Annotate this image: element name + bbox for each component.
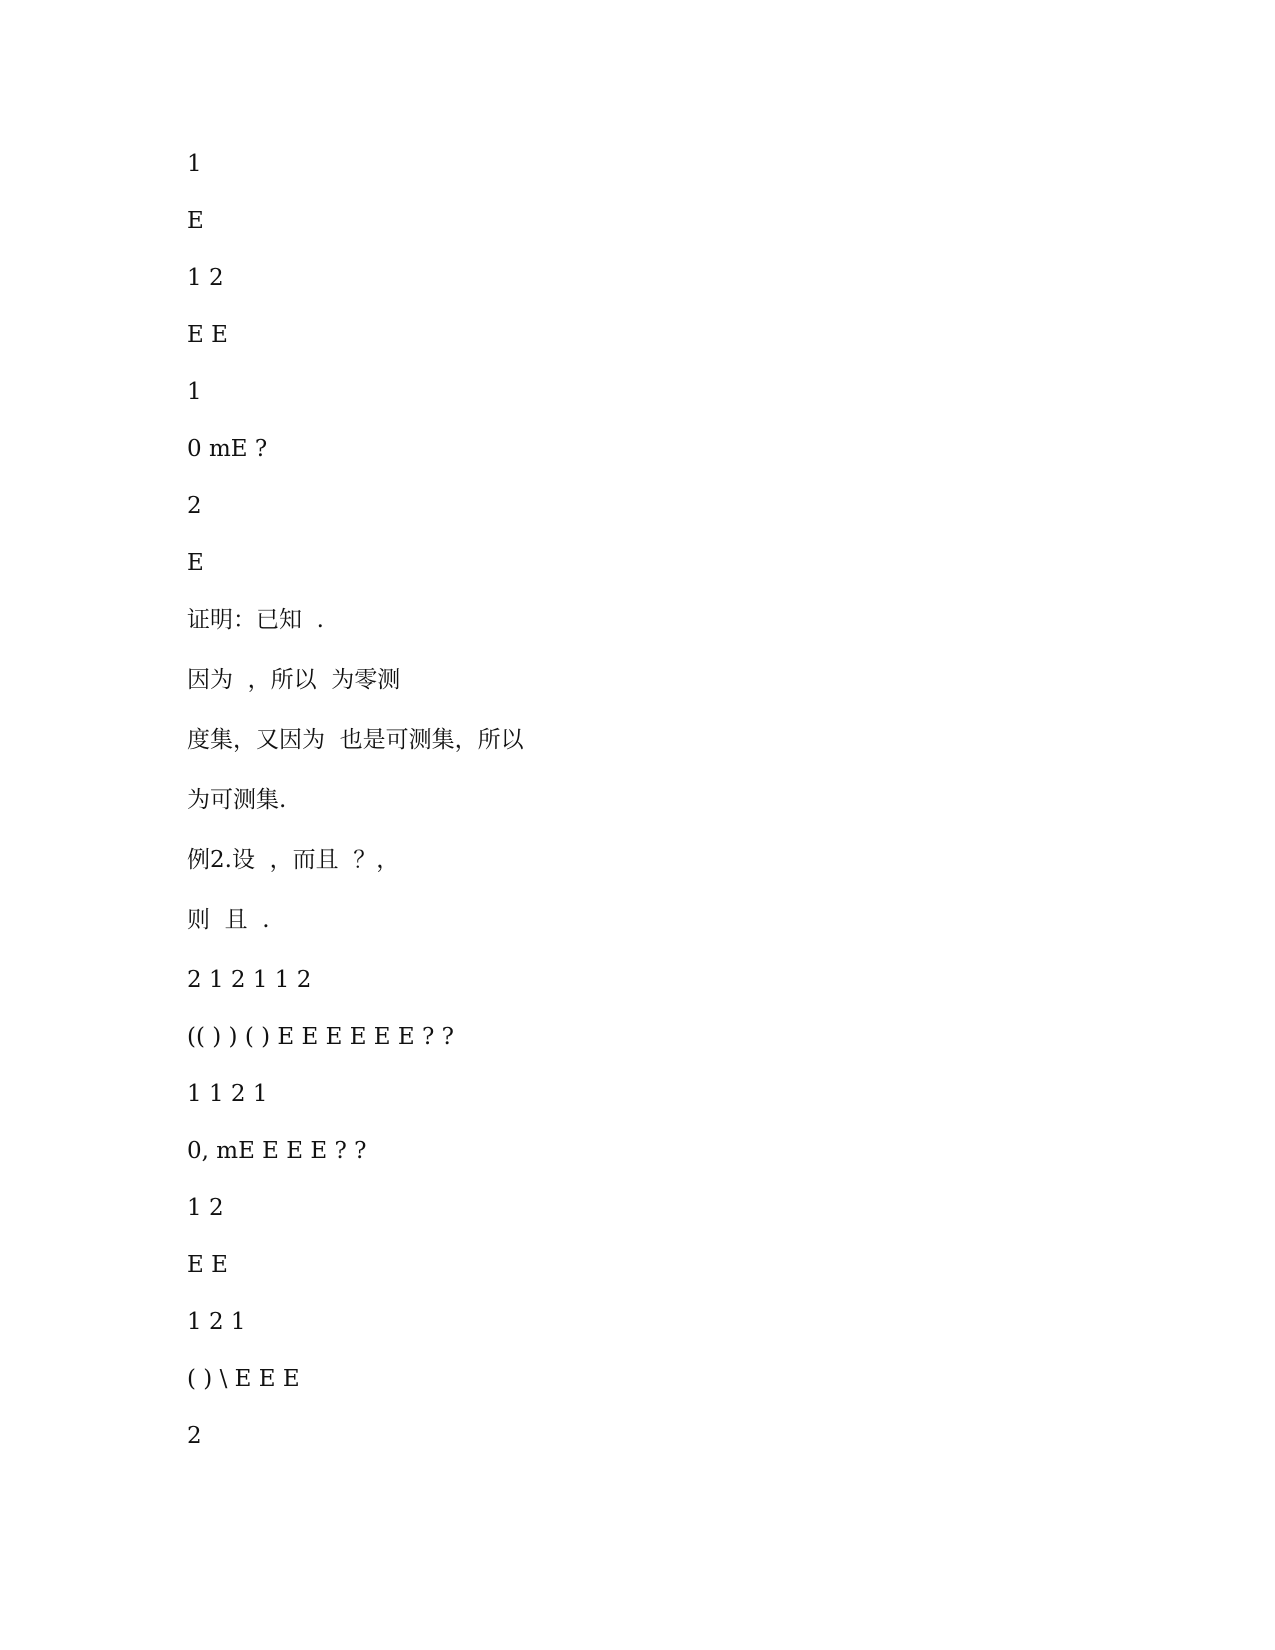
- example-heading-line: 例2.设 ，而且 ？，: [187, 847, 400, 873]
- proof-text-line-1: 因为 ，所以 为零测: [187, 667, 401, 693]
- formula-line-8: ( ) \ E E E: [187, 1366, 300, 1392]
- formula-line-9: 2: [187, 1423, 202, 1449]
- formula-line-5: 1 2: [187, 1195, 224, 1221]
- formula-line-6: E E: [187, 1252, 228, 1278]
- text-line-8: E: [187, 550, 204, 576]
- formula-line-7: 1 2 1: [187, 1309, 246, 1335]
- formula-line-1: 2 1 2 1 1 2: [187, 967, 312, 993]
- text-line-6: 0 mE ?: [187, 436, 268, 462]
- text-line-1: 1: [187, 151, 202, 177]
- text-line-7: 2: [187, 493, 202, 519]
- example-text-line: 则 且 .: [187, 907, 270, 933]
- text-line-2: E: [187, 208, 204, 234]
- formula-line-4: 0, mE E E E ? ?: [187, 1138, 367, 1164]
- text-line-5: 1: [187, 379, 202, 405]
- proof-heading-line: 证明：已知 .: [187, 607, 324, 633]
- formula-line-3: 1 1 2 1: [187, 1081, 268, 1107]
- text-line-4: E E: [187, 322, 228, 348]
- text-line-3: 1 2: [187, 265, 224, 291]
- proof-text-line-2: 度集，又因为 也是可测集，所以: [187, 727, 524, 753]
- formula-line-2: (( ) ) ( ) E E E E E E ? ?: [187, 1024, 454, 1050]
- proof-text-line-3: 为可测集.: [187, 787, 287, 813]
